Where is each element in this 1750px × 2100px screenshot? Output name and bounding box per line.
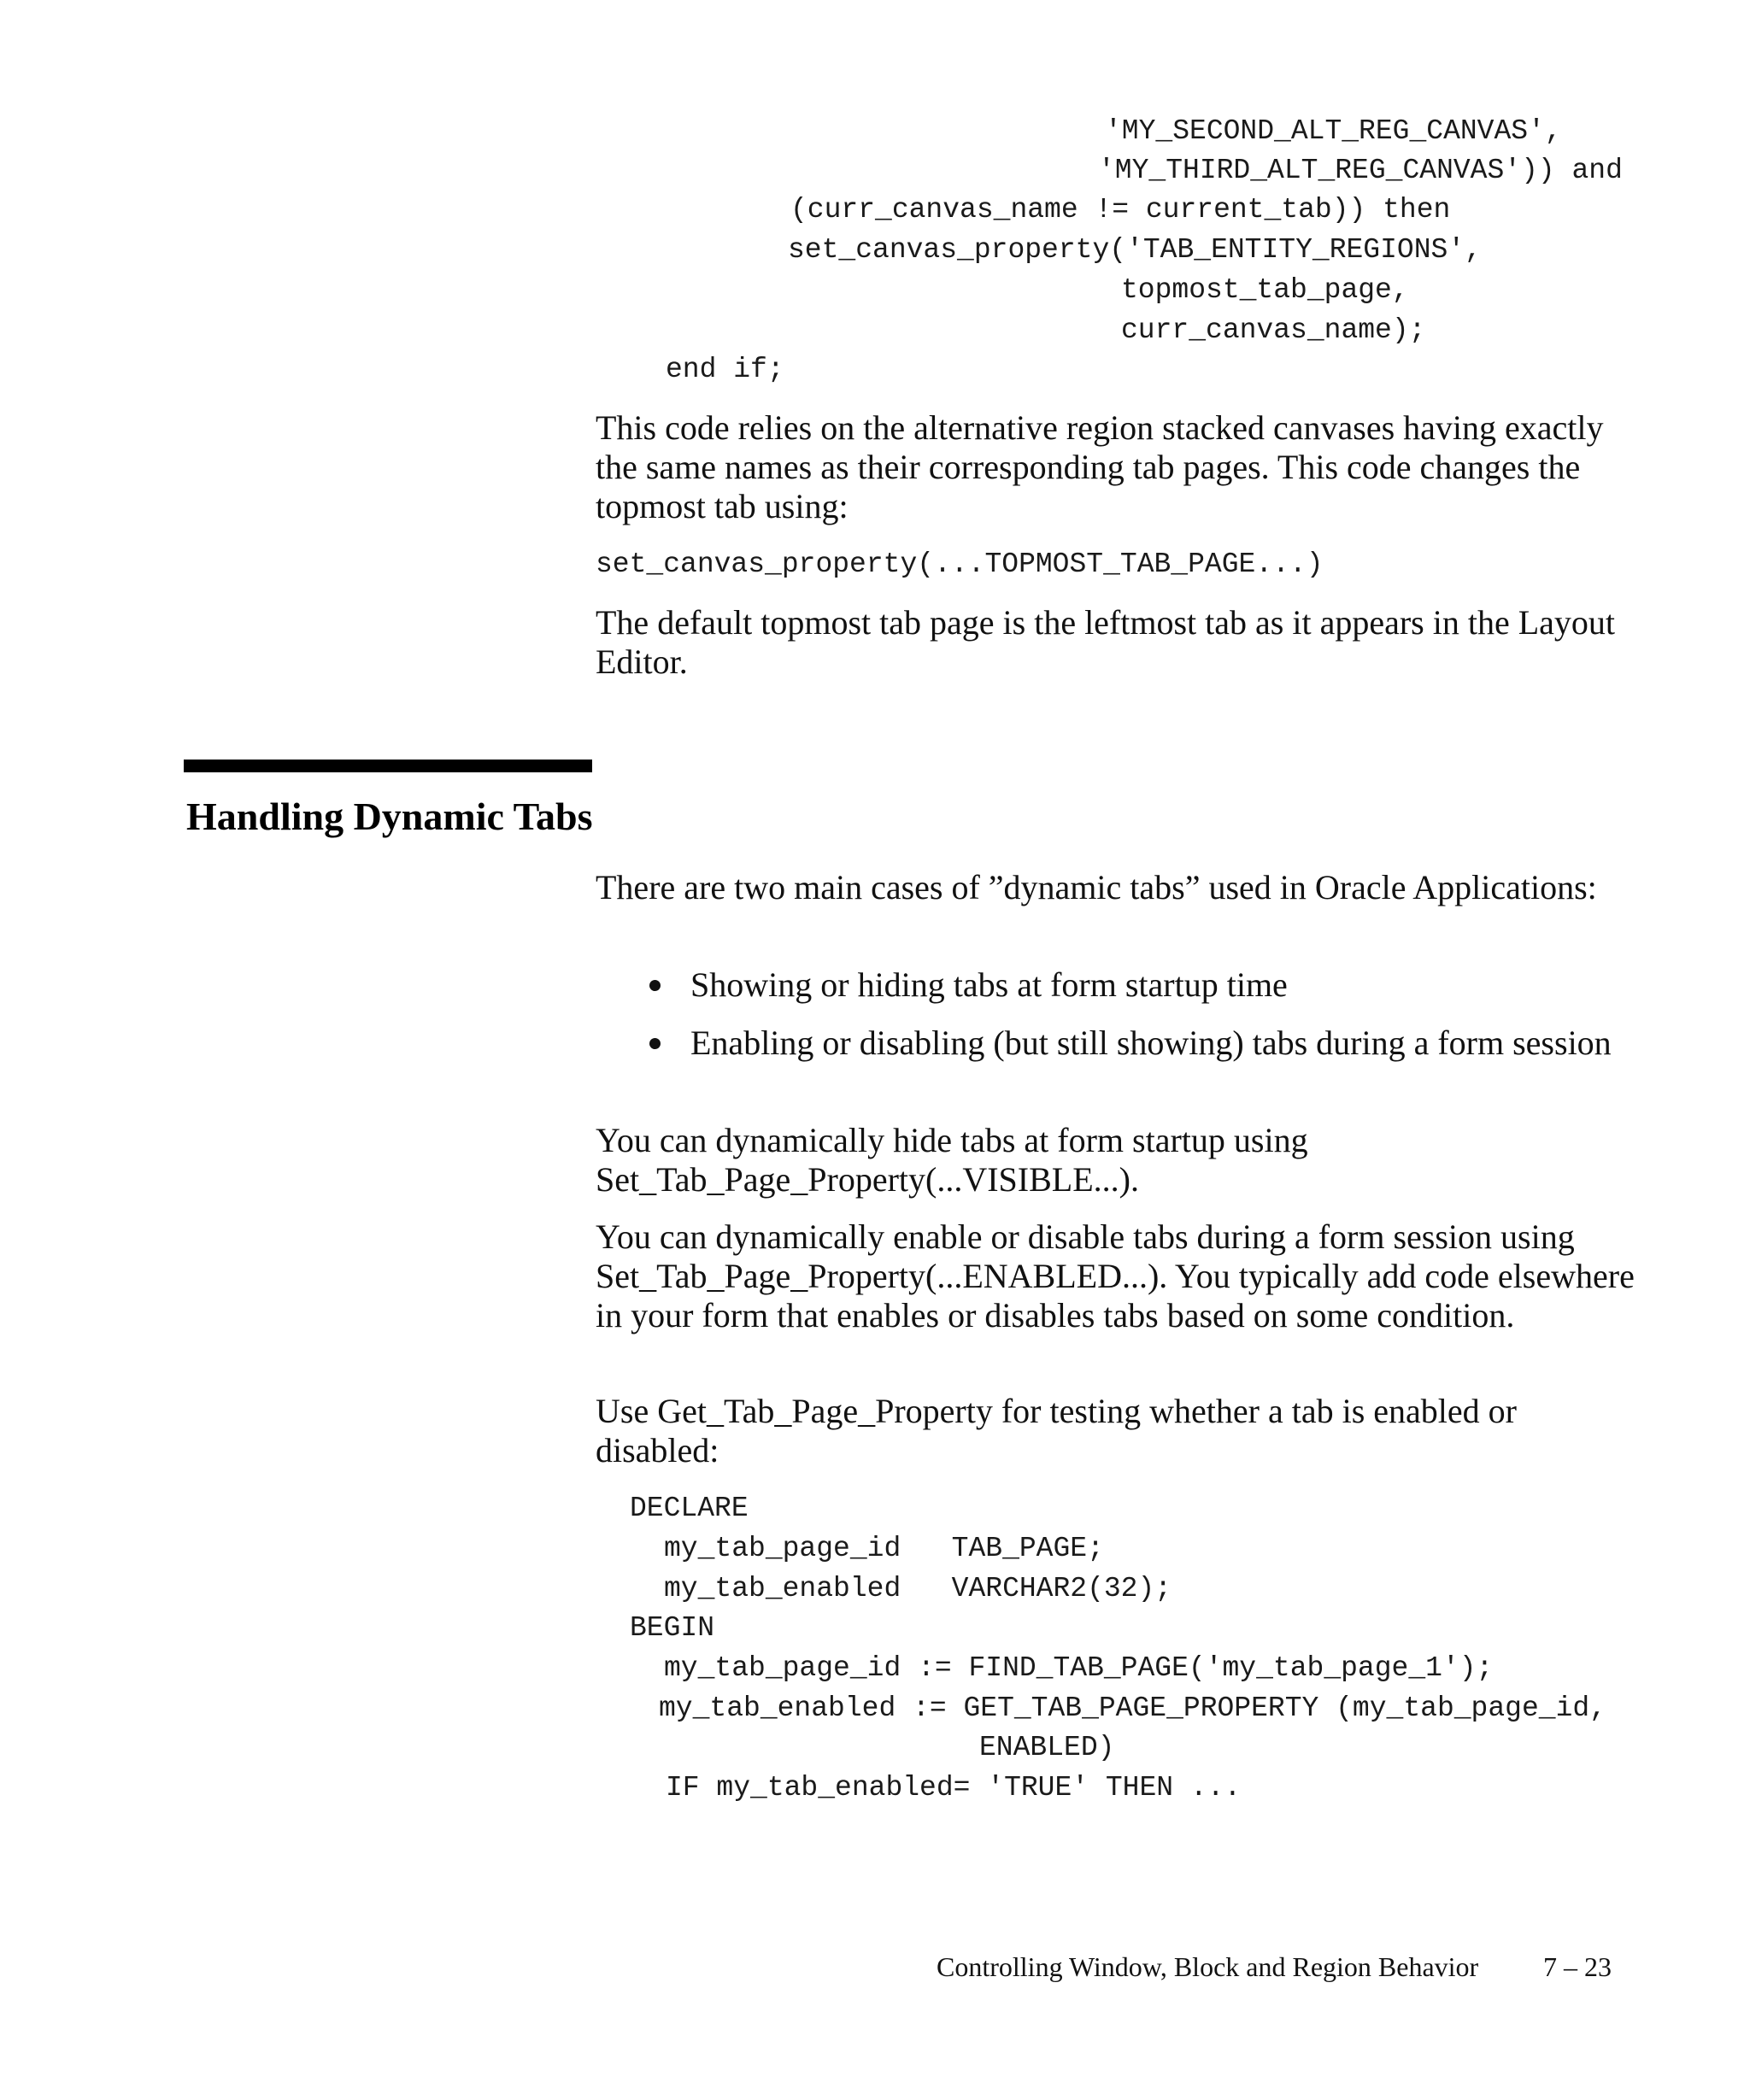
code-line: 'MY_THIRD_ALT_REG_CANVAS')) and xyxy=(1098,155,1623,186)
footer-chapter-title: Controlling Window, Block and Region Behavior xyxy=(937,1951,1479,1982)
code-line: my_tab_enabled := GET_TAB_PAGE_PROPERTY (my_tab_page_id, xyxy=(659,1692,1606,1724)
code-line: end if; xyxy=(666,354,784,385)
code-line: my_tab_page_id := FIND_TAB_PAGE('my_tab_page_1'); xyxy=(664,1652,1494,1684)
paragraph-relies: This code relies on the alternative region stacked canvases having exactly the same names as their corresponding tab pages. This code changes the topmost tab using: xyxy=(596,408,1604,525)
paragraph-use-get: Use Get_Tab_Page_Property for testing whether a tab is enabled or disabled: xyxy=(596,1392,1517,1469)
code-line: ENABLED) xyxy=(979,1732,1115,1763)
code-line: DECLARE xyxy=(630,1493,749,1524)
section-rule xyxy=(184,760,592,772)
list-item-text: Showing or hiding tabs at form startup time xyxy=(690,965,1288,1004)
code-line: BEGIN xyxy=(630,1612,715,1644)
code-line: my_tab_page_id TAB_PAGE; xyxy=(664,1533,1104,1564)
code-line: curr_canvas_name); xyxy=(1121,314,1426,346)
code-line: my_tab_enabled VARCHAR2(32); xyxy=(664,1573,1172,1604)
list-item xyxy=(649,1024,1641,1063)
paragraph-default-topmost: The default topmost tab page is the leftmost tab as it appears in the Layout Editor. xyxy=(596,603,1616,681)
bullet-icon xyxy=(649,1038,661,1049)
code-line: IF my_tab_enabled= 'TRUE' THEN ... xyxy=(666,1772,1242,1804)
list-item xyxy=(649,965,1641,1005)
code-line: (curr_canvas_name != current_tab)) then xyxy=(790,194,1451,226)
code-line: topmost_tab_page, xyxy=(1121,274,1409,306)
footer-page-number: 7 – 23 xyxy=(1543,1951,1612,1982)
section-heading: Handling Dynamic Tabs xyxy=(186,795,593,838)
code-line: 'MY_SECOND_ALT_REG_CANVAS', xyxy=(1105,115,1562,147)
paragraph-two-cases: There are two main cases of ”dynamic tabs” used in Oracle Applications: xyxy=(596,868,1597,906)
paragraph-hide-tabs: You can dynamically hide tabs at form startup using Set_Tab_Page_Property(...VISIBLE...). xyxy=(596,1121,1308,1199)
code-line: set_canvas_property('TAB_ENTITY_REGIONS', xyxy=(788,234,1482,266)
code-inline: set_canvas_property(...TOPMOST_TAB_PAGE...) xyxy=(596,548,1324,580)
paragraph-enable-tabs: You can dynamically enable or disable tabs during a form session using Set_Tab_Page_Property(...ENABLED...). You typically add code elsewhere in your form that enables or disables tabs based on some condition. xyxy=(596,1217,1635,1334)
list-item-text: Enabling or disabling (but still showing) tabs during a form session xyxy=(690,1024,1612,1062)
bullet-icon xyxy=(649,980,661,991)
